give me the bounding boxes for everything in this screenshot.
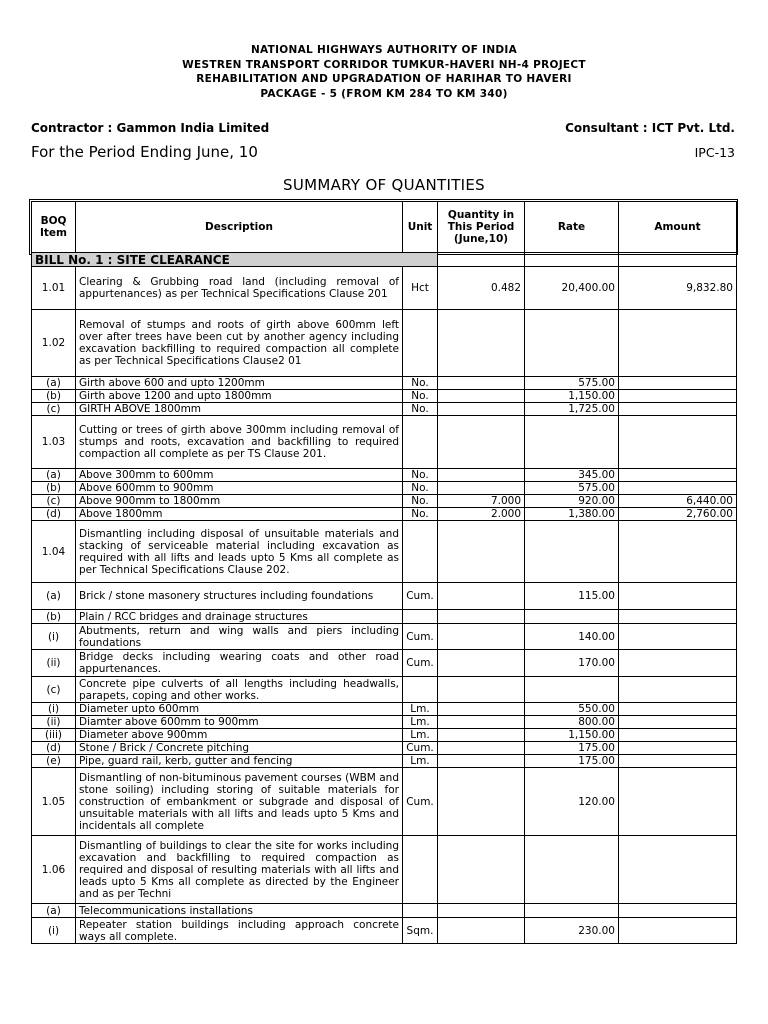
quantity-cell: 7.000 bbox=[438, 495, 525, 508]
amount-cell bbox=[619, 403, 737, 416]
unit-cell bbox=[403, 310, 438, 377]
description-cell: Clearing & Grubbing road land (including removal of appurtenances) as per Technical Specifications Clause 201 bbox=[76, 267, 403, 310]
rate-cell: 800.00 bbox=[525, 716, 619, 729]
col-amount: Amount bbox=[619, 202, 737, 253]
quantity-cell bbox=[438, 310, 525, 377]
col-boq-item: BOQ Item bbox=[32, 202, 76, 253]
unit-cell: Lm. bbox=[403, 729, 438, 742]
amount-cell bbox=[619, 310, 737, 377]
quantity-cell bbox=[438, 482, 525, 495]
quantity-cell bbox=[438, 904, 525, 918]
amount-cell bbox=[619, 377, 737, 390]
quantity-cell bbox=[438, 624, 525, 650]
boq-item-cell: (c) bbox=[32, 403, 76, 416]
description-cell: Concrete pipe culverts of all lengths including headwalls, parapets, coping and other works. bbox=[76, 677, 403, 703]
rate-cell: 1,380.00 bbox=[525, 508, 619, 521]
boq-item-cell: (b) bbox=[32, 390, 76, 403]
table-row bbox=[32, 742, 737, 755]
header-line-3: REHABILITATION AND UPGRADATION OF HARIHAR TO HAVERI bbox=[196, 73, 572, 85]
quantity-cell bbox=[438, 521, 525, 583]
table-row bbox=[32, 495, 737, 508]
bill-row bbox=[32, 253, 737, 267]
description-cell: GIRTH ABOVE 1800mm bbox=[76, 403, 403, 416]
table-row bbox=[32, 403, 737, 416]
boq-item-cell: (c) bbox=[32, 677, 76, 703]
quantity-cell bbox=[438, 610, 525, 624]
description-cell: Dismantling of buildings to clear the site for works including excavation and backfilling to required compaction as required and disposal of resulting materials with all lifts and leads upto 5 Kms all complete as directed by the Engineer and as per Techni bbox=[76, 836, 403, 904]
quantity-cell bbox=[438, 583, 525, 610]
table-row bbox=[32, 729, 737, 742]
rate-cell: 175.00 bbox=[525, 742, 619, 755]
description-cell: Bridge decks including wearing coats and other road appurtenances. bbox=[76, 650, 403, 677]
rate-cell bbox=[525, 836, 619, 904]
amount-cell bbox=[619, 904, 737, 918]
description-cell: Plain / RCC bridges and drainage structures bbox=[76, 610, 403, 624]
boq-item-cell: (b) bbox=[32, 610, 76, 624]
rate-cell: 575.00 bbox=[525, 482, 619, 495]
quantity-cell: 2.000 bbox=[438, 508, 525, 521]
description-cell: Diameter above 900mm bbox=[76, 729, 403, 742]
col-quantity: Quantity in This Period (June,10) bbox=[438, 202, 525, 253]
table-row bbox=[32, 508, 737, 521]
amount-cell bbox=[619, 716, 737, 729]
unit-cell: Lm. bbox=[403, 755, 438, 768]
rate-cell bbox=[525, 904, 619, 918]
quantity-cell bbox=[438, 768, 525, 836]
rate-cell: 140.00 bbox=[525, 624, 619, 650]
unit-cell: Cum. bbox=[403, 650, 438, 677]
amount-cell: 9,832.80 bbox=[619, 267, 737, 310]
bill-title: BILL No. 1 : SITE CLEARANCE bbox=[32, 253, 438, 267]
rate-cell: 575.00 bbox=[525, 377, 619, 390]
quantity-cell bbox=[438, 742, 525, 755]
description-cell: Pipe, guard rail, kerb, gutter and fencing bbox=[76, 755, 403, 768]
boq-item-cell: 1.03 bbox=[32, 416, 76, 469]
rate-cell bbox=[525, 521, 619, 583]
consultant-label: Consultant : ICT Pvt. Ltd. bbox=[565, 121, 735, 135]
quantity-cell bbox=[438, 403, 525, 416]
table-row bbox=[32, 677, 737, 703]
quantity-cell bbox=[438, 703, 525, 716]
bill-cell bbox=[438, 253, 525, 267]
description-cell: Diameter upto 600mm bbox=[76, 703, 403, 716]
boq-item-cell: (e) bbox=[32, 755, 76, 768]
page-title: SUMMARY OF QUANTITIES bbox=[283, 176, 485, 194]
rate-cell: 920.00 bbox=[525, 495, 619, 508]
contractor-label: Contractor : Gammon India Limited bbox=[31, 121, 270, 135]
col-description: Description bbox=[76, 202, 403, 253]
unit-cell: Cum. bbox=[403, 624, 438, 650]
rate-cell: 170.00 bbox=[525, 650, 619, 677]
col-unit: Unit bbox=[403, 202, 438, 253]
rate-cell: 550.00 bbox=[525, 703, 619, 716]
description-cell: Brick / stone masonery structures including foundations bbox=[76, 583, 403, 610]
description-cell: Girth above 600 and upto 1200mm bbox=[76, 377, 403, 390]
table-row bbox=[32, 267, 737, 310]
description-cell: Above 900mm to 1800mm bbox=[76, 495, 403, 508]
amount-cell: 6,440.00 bbox=[619, 495, 737, 508]
amount-cell bbox=[619, 469, 737, 482]
table-row bbox=[32, 390, 737, 403]
rate-cell: 20,400.00 bbox=[525, 267, 619, 310]
unit-cell: Lm. bbox=[403, 716, 438, 729]
rate-cell: 345.00 bbox=[525, 469, 619, 482]
boq-item-cell: 1.02 bbox=[32, 310, 76, 377]
description-cell: Dismantling including disposal of unsuitable materials and stacking of serviceable material including excavation as required with all lifts and leads upto 5 Kms all complete as per Technical Specifications Clause 202. bbox=[76, 521, 403, 583]
quantity-cell bbox=[438, 677, 525, 703]
boq-item-cell: (a) bbox=[32, 904, 76, 918]
unit-cell bbox=[403, 677, 438, 703]
description-cell: Dismantling of non-bituminous pavement courses (WBM and stone soiling) including storing of suitable materials for construction of embankment or subgrade and disposal of unsuitable materials with all lifts and leads upto 5 Kms and incidentals all complete bbox=[76, 768, 403, 836]
rate-cell: 120.00 bbox=[525, 768, 619, 836]
amount-cell bbox=[619, 918, 737, 944]
table-row bbox=[32, 755, 737, 768]
table-row bbox=[32, 768, 737, 836]
table-header-row bbox=[32, 202, 737, 253]
table-row bbox=[32, 918, 737, 944]
table-row bbox=[32, 716, 737, 729]
amount-cell bbox=[619, 729, 737, 742]
amount-cell bbox=[619, 482, 737, 495]
boq-item-cell: (d) bbox=[32, 508, 76, 521]
unit-cell bbox=[403, 904, 438, 918]
description-cell: Above 300mm to 600mm bbox=[76, 469, 403, 482]
boq-item-cell: (i) bbox=[32, 624, 76, 650]
quantities-table bbox=[31, 201, 737, 944]
description-cell: Repeater station buildings including approach concrete ways all complete. bbox=[76, 918, 403, 944]
header-line-1: NATIONAL HIGHWAYS AUTHORITY OF INDIA bbox=[250, 44, 518, 56]
boq-item-cell: 1.01 bbox=[32, 267, 76, 310]
amount-cell bbox=[619, 624, 737, 650]
description-cell: Cutting or trees of girth above 300mm including removal of stumps and roots, excavation and backfilling to required compaction all complete as per TS Clause 201. bbox=[76, 416, 403, 469]
quantity-cell bbox=[438, 716, 525, 729]
table-row bbox=[32, 416, 737, 469]
description-cell: Telecommunications installations bbox=[76, 904, 403, 918]
boq-item-cell: (d) bbox=[32, 742, 76, 755]
unit-cell: No. bbox=[403, 390, 438, 403]
amount-cell bbox=[619, 742, 737, 755]
boq-item-cell: (c) bbox=[32, 495, 76, 508]
unit-cell: Cum. bbox=[403, 583, 438, 610]
boq-item-cell: (a) bbox=[32, 377, 76, 390]
unit-cell: Sqm. bbox=[403, 918, 438, 944]
amount-cell bbox=[619, 703, 737, 716]
header-line-2: WESTREN TRANSPORT CORRIDOR TUMKUR-HAVERI NH-4 PROJECT bbox=[182, 59, 586, 71]
description-cell: Girth above 1200 and upto 1800mm bbox=[76, 390, 403, 403]
rate-cell bbox=[525, 677, 619, 703]
quantity-cell bbox=[438, 918, 525, 944]
amount-cell bbox=[619, 650, 737, 677]
table-row bbox=[32, 482, 737, 495]
table-row bbox=[32, 836, 737, 904]
unit-cell: No. bbox=[403, 482, 438, 495]
description-cell: Diamter above 600mm to 900mm bbox=[76, 716, 403, 729]
boq-item-cell: 1.05 bbox=[32, 768, 76, 836]
rate-cell bbox=[525, 416, 619, 469]
rate-cell: 115.00 bbox=[525, 583, 619, 610]
boq-item-cell: 1.06 bbox=[32, 836, 76, 904]
rate-cell bbox=[525, 610, 619, 624]
table-row bbox=[32, 703, 737, 716]
quantity-cell bbox=[438, 729, 525, 742]
unit-cell: No. bbox=[403, 377, 438, 390]
amount-cell bbox=[619, 677, 737, 703]
quantity-cell bbox=[438, 416, 525, 469]
quantity-cell bbox=[438, 377, 525, 390]
amount-cell bbox=[619, 836, 737, 904]
table-row bbox=[32, 583, 737, 610]
table-row bbox=[32, 521, 737, 583]
amount-cell bbox=[619, 416, 737, 469]
ipc-label: IPC-13 bbox=[694, 145, 735, 160]
rate-cell: 230.00 bbox=[525, 918, 619, 944]
unit-cell: No. bbox=[403, 495, 438, 508]
amount-cell bbox=[619, 768, 737, 836]
rate-cell bbox=[525, 310, 619, 377]
boq-item-cell: (iii) bbox=[32, 729, 76, 742]
unit-cell bbox=[403, 416, 438, 469]
rate-cell: 1,150.00 bbox=[525, 729, 619, 742]
unit-cell: No. bbox=[403, 508, 438, 521]
header-line-4: PACKAGE - 5 (FROM KM 284 TO KM 340) bbox=[260, 88, 508, 100]
unit-cell: Cum. bbox=[403, 742, 438, 755]
period-label: For the Period Ending June, 10 bbox=[31, 143, 258, 161]
boq-item-cell: (i) bbox=[32, 703, 76, 716]
bill-cell bbox=[619, 253, 737, 267]
quantity-cell bbox=[438, 650, 525, 677]
amount-cell bbox=[619, 583, 737, 610]
amount-cell bbox=[619, 390, 737, 403]
table-row bbox=[32, 624, 737, 650]
description-cell: Stone / Brick / Concrete pitching bbox=[76, 742, 403, 755]
quantity-cell bbox=[438, 836, 525, 904]
rate-cell: 175.00 bbox=[525, 755, 619, 768]
table-row bbox=[32, 650, 737, 677]
unit-cell: Lm. bbox=[403, 703, 438, 716]
quantity-cell bbox=[438, 469, 525, 482]
boq-item-cell: (ii) bbox=[32, 650, 76, 677]
unit-cell bbox=[403, 836, 438, 904]
boq-item-cell: 1.04 bbox=[32, 521, 76, 583]
rate-cell: 1,725.00 bbox=[525, 403, 619, 416]
amount-cell bbox=[619, 521, 737, 583]
table-row bbox=[32, 377, 737, 390]
boq-item-cell: (a) bbox=[32, 469, 76, 482]
description-cell: Removal of stumps and roots of girth above 600mm left over after trees have been cut by another agency including excavation backfilling to required compaction all complete as per Technical Specifications Clause2 01 bbox=[76, 310, 403, 377]
description-cell: Abutments, return and wing walls and piers including foundations bbox=[76, 624, 403, 650]
boq-item-cell: (i) bbox=[32, 918, 76, 944]
unit-cell bbox=[403, 610, 438, 624]
description-cell: Above 1800mm bbox=[76, 508, 403, 521]
unit-cell: Cum. bbox=[403, 768, 438, 836]
quantity-cell bbox=[438, 755, 525, 768]
description-cell: Above 600mm to 900mm bbox=[76, 482, 403, 495]
unit-cell: No. bbox=[403, 403, 438, 416]
amount-cell bbox=[619, 755, 737, 768]
col-rate: Rate bbox=[525, 202, 619, 253]
quantity-cell: 0.482 bbox=[438, 267, 525, 310]
table-row bbox=[32, 469, 737, 482]
unit-cell bbox=[403, 521, 438, 583]
amount-cell: 2,760.00 bbox=[619, 508, 737, 521]
unit-cell: No. bbox=[403, 469, 438, 482]
amount-cell bbox=[619, 610, 737, 624]
bill-cell bbox=[525, 253, 619, 267]
table-row bbox=[32, 610, 737, 624]
rate-cell: 1,150.00 bbox=[525, 390, 619, 403]
boq-item-cell: (b) bbox=[32, 482, 76, 495]
boq-item-cell: (a) bbox=[32, 583, 76, 610]
quantity-cell bbox=[438, 390, 525, 403]
table-row bbox=[32, 904, 737, 918]
table-row bbox=[32, 310, 737, 377]
unit-cell: Hct bbox=[403, 267, 438, 310]
boq-item-cell: (ii) bbox=[32, 716, 76, 729]
